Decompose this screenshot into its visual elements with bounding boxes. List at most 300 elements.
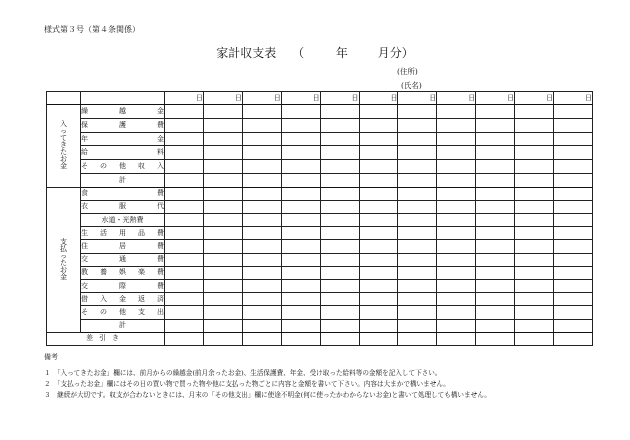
amount-cell[interactable] (281, 306, 320, 319)
row-label (81, 319, 165, 332)
amount-cell[interactable] (203, 214, 242, 227)
amount-cell[interactable] (437, 173, 476, 187)
row-label-char: 借 (81, 294, 88, 303)
amount-cell[interactable] (203, 146, 242, 160)
row-label-char: 繰 (81, 107, 88, 116)
row-label-char: 入 (100, 294, 107, 303)
title-year: 年 (335, 46, 348, 60)
amount-cell[interactable] (398, 279, 437, 292)
row-label-char: 費 (157, 241, 164, 250)
amount-cell[interactable] (281, 253, 320, 266)
amount-cell[interactable] (203, 105, 242, 119)
row-label-char: 水道・光熱費 (101, 215, 144, 224)
amount-cell[interactable] (320, 306, 359, 319)
amount-cell[interactable] (281, 332, 320, 345)
amount-cell[interactable] (242, 132, 281, 146)
amount-cell[interactable] (320, 319, 359, 332)
day-header-cell: 日 (476, 92, 515, 105)
amount-cell[interactable] (242, 105, 281, 119)
amount-cell[interactable] (281, 293, 320, 306)
amount-cell[interactable] (359, 319, 398, 332)
amount-cell[interactable] (281, 160, 320, 174)
amount-cell[interactable] (515, 279, 554, 292)
amount-cell[interactable] (281, 200, 320, 213)
amount-cell[interactable] (165, 306, 204, 319)
table-row (47, 279, 593, 292)
amount-cell[interactable] (398, 266, 437, 279)
amount-cell[interactable] (359, 253, 398, 266)
amount-cell[interactable] (398, 173, 437, 187)
table-row (47, 187, 593, 200)
amount-cell[interactable] (515, 253, 554, 266)
amount-cell[interactable] (554, 160, 593, 174)
day-header-cell: 日 (242, 92, 281, 105)
row-label-char: 養 (100, 268, 107, 277)
amount-cell[interactable] (281, 227, 320, 240)
amount-cell[interactable] (242, 200, 281, 213)
row-label-char: 費 (157, 281, 164, 290)
amount-cell[interactable] (165, 227, 204, 240)
table-row (47, 306, 593, 319)
amount-cell[interactable] (359, 187, 398, 200)
amount-cell[interactable] (320, 240, 359, 253)
amount-cell[interactable] (515, 266, 554, 279)
name-label: (氏名) (401, 81, 422, 90)
section-label-char: き (60, 141, 67, 150)
amount-cell[interactable] (437, 160, 476, 174)
amount-cell[interactable] (242, 187, 281, 200)
amount-cell[interactable] (515, 173, 554, 187)
amount-cell[interactable] (165, 279, 204, 292)
amount-cell[interactable] (554, 105, 593, 119)
amount-cell[interactable] (515, 306, 554, 319)
section-label-char: お (60, 265, 67, 274)
row-label (81, 118, 165, 132)
table-row (47, 146, 593, 160)
amount-cell[interactable] (242, 306, 281, 319)
amount-cell[interactable] (554, 187, 593, 200)
row-label-char: 出 (157, 307, 164, 316)
amount-cell[interactable] (515, 160, 554, 174)
row-label (81, 160, 165, 174)
amount-cell[interactable] (554, 146, 593, 160)
table-row (47, 240, 593, 253)
amount-cell[interactable] (398, 240, 437, 253)
amount-cell[interactable] (398, 160, 437, 174)
amount-cell[interactable] (398, 227, 437, 240)
row-label-char: 料 (157, 148, 164, 157)
row-label-char: 費 (157, 255, 164, 264)
amount-cell[interactable] (359, 227, 398, 240)
table-row (47, 227, 593, 240)
table-row (47, 118, 593, 132)
table-row (47, 253, 593, 266)
amount-cell[interactable] (203, 240, 242, 253)
balance-label: 差引き (47, 332, 165, 345)
amount-cell[interactable] (476, 293, 515, 306)
amount-cell[interactable] (437, 279, 476, 292)
row-label-char: 給 (81, 148, 88, 157)
amount-cell[interactable] (281, 187, 320, 200)
row-label-char: 金 (119, 294, 126, 303)
amount-cell[interactable] (359, 118, 398, 132)
row-label-char: 楽 (138, 268, 145, 277)
amount-cell[interactable] (437, 266, 476, 279)
day-header-cell: 日 (515, 92, 554, 105)
amount-cell[interactable] (203, 279, 242, 292)
row-label-char: 服 (119, 202, 126, 211)
amount-cell[interactable] (437, 146, 476, 160)
corner-cell (81, 92, 165, 105)
amount-cell[interactable] (437, 105, 476, 119)
amount-cell[interactable] (320, 132, 359, 146)
row-label (81, 293, 165, 306)
amount-cell[interactable] (554, 306, 593, 319)
amount-cell[interactable] (203, 187, 242, 200)
amount-cell[interactable] (320, 214, 359, 227)
row-label (81, 279, 165, 292)
amount-cell[interactable] (320, 227, 359, 240)
amount-cell[interactable] (515, 293, 554, 306)
row-label-char: 際 (119, 281, 126, 290)
amount-cell[interactable] (203, 173, 242, 187)
amount-cell[interactable] (398, 306, 437, 319)
amount-cell[interactable] (554, 319, 593, 332)
amount-cell[interactable] (554, 214, 593, 227)
row-label-char: 支 (138, 307, 145, 316)
row-label-char: 他 (119, 307, 126, 316)
amount-cell[interactable] (515, 187, 554, 200)
amount-cell[interactable] (359, 293, 398, 306)
amount-cell[interactable] (281, 214, 320, 227)
amount-cell[interactable] (476, 200, 515, 213)
table-row (47, 214, 593, 227)
amount-cell[interactable] (242, 160, 281, 174)
amount-cell[interactable] (203, 132, 242, 146)
amount-cell[interactable] (242, 146, 281, 160)
note-3: ３ 継続が大切です。収支が合わないときには、月末の「その他支出」欄に使途不明金(何に使ったかわからないお金)と書いて処理しても構いません。 (44, 391, 491, 399)
address-label: (住所) (397, 67, 418, 76)
amount-cell[interactable] (165, 118, 204, 132)
amount-cell[interactable] (242, 253, 281, 266)
amount-cell[interactable] (398, 187, 437, 200)
table-row (47, 293, 593, 306)
section-label-char: 金 (60, 272, 67, 281)
row-label-char: 入 (157, 161, 164, 170)
amount-cell[interactable] (359, 332, 398, 345)
amount-cell[interactable] (165, 105, 204, 119)
amount-cell[interactable] (359, 240, 398, 253)
amount-cell[interactable] (437, 118, 476, 132)
row-label-char: 金 (157, 107, 164, 116)
amount-cell[interactable] (437, 200, 476, 213)
section-label-char: 払 (60, 244, 67, 253)
amount-cell[interactable] (320, 187, 359, 200)
amount-cell[interactable] (165, 253, 204, 266)
amount-cell[interactable] (320, 160, 359, 174)
amount-cell[interactable] (242, 332, 281, 345)
amount-cell[interactable] (165, 319, 204, 332)
amount-cell[interactable] (554, 266, 593, 279)
amount-cell[interactable] (359, 173, 398, 187)
amount-cell[interactable] (359, 200, 398, 213)
amount-cell[interactable] (398, 253, 437, 266)
table-row (47, 132, 593, 146)
row-label-char: 費 (157, 268, 164, 277)
amount-cell[interactable] (203, 266, 242, 279)
amount-cell[interactable] (320, 118, 359, 132)
table-row (47, 200, 593, 213)
amount-cell[interactable] (476, 266, 515, 279)
amount-cell[interactable] (554, 200, 593, 213)
amount-cell[interactable] (281, 279, 320, 292)
amount-cell[interactable] (554, 132, 593, 146)
row-label-char: 費 (157, 120, 164, 129)
amount-cell[interactable] (359, 306, 398, 319)
table-row (47, 266, 593, 279)
amount-cell[interactable] (398, 105, 437, 119)
row-label (81, 306, 165, 319)
amount-cell[interactable] (476, 105, 515, 119)
amount-cell[interactable] (398, 214, 437, 227)
row-label-char: 越 (119, 107, 126, 116)
amount-cell[interactable] (437, 332, 476, 345)
amount-cell[interactable] (203, 332, 242, 345)
section-label-char: て (60, 134, 67, 143)
amount-cell[interactable] (320, 173, 359, 187)
amount-cell[interactable] (320, 332, 359, 345)
amount-cell[interactable] (476, 319, 515, 332)
amount-cell[interactable] (398, 332, 437, 345)
amount-cell[interactable] (320, 200, 359, 213)
row-label-char: 収 (138, 161, 145, 170)
amount-cell[interactable] (281, 266, 320, 279)
row-label (81, 253, 165, 266)
budget-table (46, 91, 593, 346)
amount-cell[interactable] (437, 132, 476, 146)
header-row (47, 92, 593, 105)
row-label-char: 保 (81, 120, 88, 129)
amount-cell[interactable] (165, 240, 204, 253)
amount-cell[interactable] (359, 105, 398, 119)
amount-cell[interactable] (437, 214, 476, 227)
amount-cell[interactable] (242, 214, 281, 227)
row-label-char: の (100, 161, 107, 170)
amount-cell[interactable] (476, 146, 515, 160)
row-label-char: 生 (81, 228, 88, 237)
amount-cell[interactable] (476, 240, 515, 253)
note-2: ２ 「支払ったお金」欄にはその日の買い物で買った物や他に支払った物ごとに内容と金額を書いて下さい。内容は大まかで構いません。 (44, 380, 450, 388)
amount-cell[interactable] (398, 132, 437, 146)
amount-cell[interactable] (437, 306, 476, 319)
amount-cell[interactable] (515, 118, 554, 132)
amount-cell[interactable] (165, 214, 204, 227)
amount-cell[interactable] (554, 293, 593, 306)
section-label-char: っ (60, 251, 67, 260)
row-label-char: 居 (119, 241, 126, 250)
amount-cell[interactable] (476, 132, 515, 146)
amount-cell[interactable] (398, 146, 437, 160)
row-label (81, 266, 165, 279)
notes-heading: 備考 (44, 353, 58, 361)
amount-cell[interactable] (165, 293, 204, 306)
amount-cell[interactable] (554, 279, 593, 292)
amount-cell[interactable] (437, 240, 476, 253)
amount-cell[interactable] (515, 132, 554, 146)
row-label-char: 品 (138, 228, 145, 237)
amount-cell[interactable] (165, 132, 204, 146)
amount-cell[interactable] (398, 319, 437, 332)
row-label-char: 他 (119, 161, 126, 170)
amount-cell[interactable] (320, 146, 359, 160)
row-label (81, 214, 165, 227)
amount-cell[interactable] (165, 200, 204, 213)
amount-cell[interactable] (203, 227, 242, 240)
amount-cell[interactable] (359, 214, 398, 227)
row-label (81, 146, 165, 160)
amount-cell[interactable] (476, 187, 515, 200)
amount-cell[interactable] (398, 293, 437, 306)
amount-cell[interactable] (203, 306, 242, 319)
amount-cell[interactable] (281, 146, 320, 160)
amount-cell[interactable] (203, 293, 242, 306)
amount-cell[interactable] (515, 227, 554, 240)
amount-cell[interactable] (165, 266, 204, 279)
amount-cell[interactable] (476, 306, 515, 319)
day-header-cell: 日 (359, 92, 398, 105)
amount-cell[interactable] (554, 118, 593, 132)
day-header-cell: 日 (320, 92, 359, 105)
amount-cell[interactable] (359, 132, 398, 146)
day-header-cell: 日 (203, 92, 242, 105)
amount-cell[interactable] (281, 240, 320, 253)
amount-cell[interactable] (476, 214, 515, 227)
amount-cell[interactable] (437, 227, 476, 240)
amount-cell[interactable] (515, 105, 554, 119)
amount-cell[interactable] (437, 319, 476, 332)
amount-cell[interactable] (476, 160, 515, 174)
amount-cell[interactable] (554, 240, 593, 253)
amount-cell[interactable] (165, 332, 204, 345)
amount-cell[interactable] (203, 200, 242, 213)
row-label-char: 交 (81, 255, 88, 264)
amount-cell[interactable] (437, 187, 476, 200)
amount-cell[interactable] (398, 118, 437, 132)
amount-cell[interactable] (320, 105, 359, 119)
amount-cell[interactable] (554, 227, 593, 240)
row-label-char: 娯 (119, 268, 126, 277)
row-label-char: 衣 (81, 202, 88, 211)
amount-cell[interactable] (165, 160, 204, 174)
amount-cell[interactable] (359, 146, 398, 160)
row-label (81, 187, 165, 200)
amount-cell[interactable] (242, 227, 281, 240)
form-number: 様式第３号（第４条関係） (44, 25, 140, 34)
amount-cell[interactable] (476, 332, 515, 345)
amount-cell[interactable] (554, 253, 593, 266)
amount-cell[interactable] (476, 173, 515, 187)
section-label-char: た (60, 258, 67, 267)
amount-cell[interactable] (476, 253, 515, 266)
amount-cell[interactable] (203, 319, 242, 332)
amount-cell[interactable] (437, 293, 476, 306)
amount-cell[interactable] (320, 279, 359, 292)
amount-cell[interactable] (320, 266, 359, 279)
amount-cell[interactable] (437, 253, 476, 266)
amount-cell[interactable] (359, 266, 398, 279)
amount-cell[interactable] (515, 146, 554, 160)
row-label-char: 住 (81, 241, 88, 250)
amount-cell[interactable] (242, 173, 281, 187)
row-label-char: 用 (119, 228, 126, 237)
amount-cell[interactable] (476, 279, 515, 292)
section-label-char: っ (60, 127, 67, 136)
row-label (81, 200, 165, 213)
amount-cell[interactable] (242, 266, 281, 279)
amount-cell[interactable] (320, 293, 359, 306)
amount-cell[interactable] (515, 214, 554, 227)
row-label (81, 132, 165, 146)
amount-cell[interactable] (165, 173, 204, 187)
amount-cell[interactable] (281, 319, 320, 332)
amount-cell[interactable] (476, 118, 515, 132)
amount-cell[interactable] (242, 240, 281, 253)
amount-cell[interactable] (515, 200, 554, 213)
amount-cell[interactable] (165, 146, 204, 160)
amount-cell[interactable] (281, 132, 320, 146)
amount-cell[interactable] (242, 293, 281, 306)
amount-cell[interactable] (203, 118, 242, 132)
amount-cell[interactable] (281, 173, 320, 187)
amount-cell[interactable] (320, 253, 359, 266)
row-label-char: 通 (119, 255, 126, 264)
section-label-char: 入 (60, 120, 67, 129)
row-label-char: 計 (119, 175, 126, 184)
section-label-char: た (60, 148, 67, 157)
row-label-char: の (100, 307, 107, 316)
balance-row (47, 332, 593, 345)
expense-section-label (47, 187, 81, 332)
amount-cell[interactable] (359, 279, 398, 292)
amount-cell[interactable] (515, 332, 554, 345)
day-header-cell: 日 (165, 92, 204, 105)
amount-cell[interactable] (203, 253, 242, 266)
section-label-char: 支 (60, 237, 67, 246)
amount-cell[interactable] (242, 319, 281, 332)
amount-cell[interactable] (203, 160, 242, 174)
amount-cell[interactable] (398, 200, 437, 213)
row-label-char: 教 (81, 268, 88, 277)
amount-cell[interactable] (242, 118, 281, 132)
amount-cell[interactable] (515, 319, 554, 332)
amount-cell[interactable] (359, 160, 398, 174)
amount-cell[interactable] (281, 105, 320, 119)
row-label-char: 代 (157, 202, 164, 211)
row-label-char: そ (81, 161, 88, 170)
table-row (47, 160, 593, 174)
amount-cell[interactable] (515, 240, 554, 253)
table-row (47, 173, 593, 187)
section-label-char: お (60, 155, 67, 164)
row-label-char: 計 (119, 321, 126, 330)
row-label (81, 240, 165, 253)
amount-cell[interactable] (242, 279, 281, 292)
amount-cell[interactable] (165, 187, 204, 200)
amount-cell[interactable] (476, 227, 515, 240)
amount-cell[interactable] (554, 332, 593, 345)
amount-cell[interactable] (554, 173, 593, 187)
amount-cell[interactable] (281, 118, 320, 132)
